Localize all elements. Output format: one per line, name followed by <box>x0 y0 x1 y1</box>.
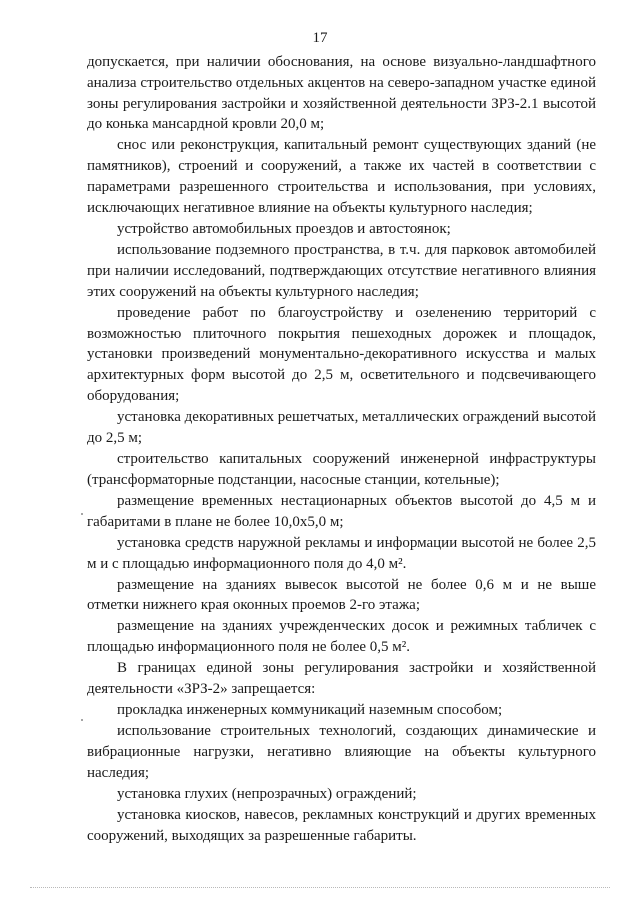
paragraph-outdoor-advertising: установка средств наружной рекламы и информации высотой не более 2,5 м и с площадью информационного поля до 4,0 м². <box>87 534 596 572</box>
paragraph-underground-space: использование подземного пространства, в т.ч. для парковок автомобилей при наличии исследований, подтверждающих отсутствие негативного влияния этих сооружений на объекты культурного наследия; <box>87 242 596 300</box>
paragraph-demolition-reconstruction: снос или реконструкция, капитальный ремонт существующих зданий (не памятников), строений и сооружений, а также их частей в соответствии с параметрами разрешенного строительства и использования, при условиях, исключающих негативное влияние на объекты культурного наследия; <box>87 137 596 216</box>
scan-artifact-line <box>30 887 610 889</box>
paragraph-construction-technologies: использование строительных технологий, создающих динамические и вибрационные нагрузки, негативно влияющие на объекты культурного наследия; <box>87 723 596 781</box>
paragraph-kiosks-canopies: установка киосков, навесов, рекламных конструкций и других временных сооружений, выходящих за разрешенные габариты. <box>87 807 596 844</box>
paragraph-landscaping: проведение работ по благоустройству и озеленению территорий с возможностью плиточного покрытия пешеходных дорожек и площадок, установки произведений монументально-декоративного искусства и малых архитектурных форм высотой до 2,5 м, осветительного и подсвечивающего оборудования; <box>87 304 596 404</box>
paragraph-driveways-parking: устройство автомобильных проездов и автостоянок; <box>117 220 451 237</box>
paragraph-solid-fences: установка глухих (непрозрачных) ограждений; <box>117 786 417 803</box>
paragraph-plaques: размещение на зданиях учрежденческих досок и режимных табличек с площадью информационного поля не более 0,5 м². <box>87 618 596 656</box>
paragraph-engineering-infrastructure: строительство капитальных сооружений инженерной инфраструктуры (трансформаторные подстанции, насосные станции, котельные); <box>87 450 596 488</box>
paragraph-ground-utilities: прокладка инженерных коммуникаций наземным способом; <box>117 702 503 719</box>
page-number: 17 <box>312 30 328 46</box>
paragraph-signboards: размещение на зданиях вывесок высотой не более 0,6 м и не выше отметки нижнего края оконных проемов 2-го этажа; <box>87 576 596 614</box>
paragraph-temporary-objects: размещение временных нестационарных объектов высотой до 4,5 м и габаритами в плане не более 10,0х5,0 м; <box>87 492 596 530</box>
paragraph-zrz2-prohibited-heading: В границах единой зоны регулирования застройки и хозяйственной деятельности «ЗРЗ-2» запрещается: <box>87 660 596 698</box>
paragraph-zrz-accent-height: допускается, при наличии обоснования, на основе визуально-ландшафтного анализа строительство отдельных акцентов на северо-западном участке единой зоны регулирования застройки и хозяйственной деятельности ЗРЗ-2.1 высотой до конька мансардной кровли 20,0 м; <box>87 54 596 133</box>
paragraph-decorative-fences: установка декоративных решетчатых, металлических ограждений высотой до 2,5 м; <box>87 409 596 446</box>
document-body <box>87 52 596 847</box>
scan-artifact-speck <box>81 719 83 721</box>
scan-artifact-speck <box>81 513 83 515</box>
